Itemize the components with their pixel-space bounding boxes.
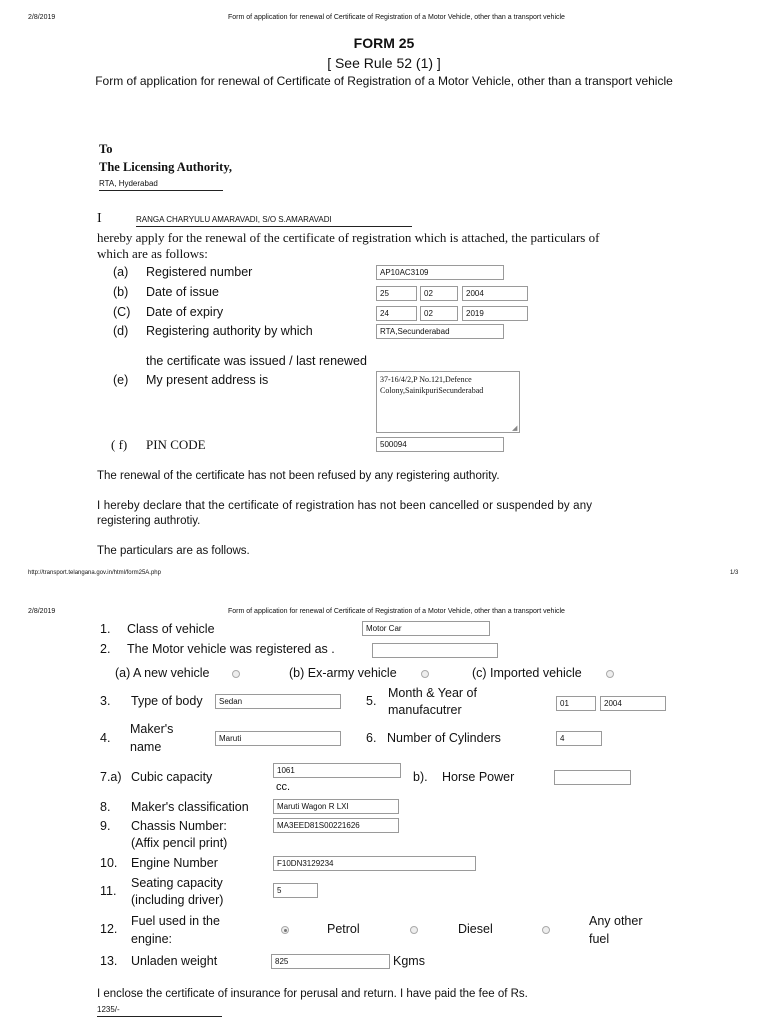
item-12-number: 12.: [100, 922, 118, 936]
item-2-number: 2.: [100, 642, 111, 656]
seating-capacity-input[interactable]: 5: [273, 883, 318, 898]
option-new-vehicle-label: (a) A new vehicle: [115, 666, 210, 680]
chassis-number-label-2: (Affix pencil print): [131, 836, 228, 850]
item-3-number: 3.: [100, 694, 111, 708]
manufacture-year-input[interactable]: 2004: [600, 696, 666, 711]
cylinders-label: Number of Cylinders: [387, 731, 501, 745]
item-c-mark: (C): [113, 305, 131, 319]
body-type-input[interactable]: Sedan: [215, 694, 341, 709]
item-11-number: 11.: [100, 884, 117, 898]
registered-as-input[interactable]: [372, 643, 498, 658]
horse-power-label: Horse Power: [442, 770, 515, 784]
chassis-number-label-1: Chassis Number:: [131, 819, 227, 833]
item-f-mark: ( f): [111, 437, 128, 452]
item-e-mark: (e): [113, 373, 129, 387]
unladen-weight-input[interactable]: 825: [271, 954, 390, 969]
form-subtitle: Form of application for renewal of Certificate of Registration of a Motor Vehicle, other than a transport vehicle: [95, 74, 673, 88]
expiry-day-input[interactable]: 24: [376, 306, 417, 321]
issue-day-input[interactable]: 25: [376, 286, 417, 301]
date-of-issue-label: Date of issue: [146, 285, 219, 299]
date-of-expiry-label: Date of expiry: [146, 305, 224, 319]
cubic-capacity-unit: cc.: [276, 781, 291, 793]
expiry-year-input[interactable]: 2019: [462, 306, 528, 321]
fee-amount: 1235/-: [97, 1005, 222, 1017]
unladen-weight-label: Unladen weight: [131, 954, 218, 968]
maker-name-input[interactable]: Maruti: [215, 731, 341, 746]
resize-handle-icon[interactable]: ◢: [512, 425, 518, 432]
fuel-label-1: Fuel used in the: [131, 914, 220, 928]
item-10-number: 10.: [100, 856, 118, 870]
seating-capacity-label-2: (including driver): [131, 893, 224, 907]
page-number: 1/3: [730, 570, 739, 576]
applicant-name: RANGA CHARYULU AMARAVADI, S/O S.AMARAVADI: [136, 215, 412, 227]
form-title: FORM 25: [353, 35, 415, 51]
fuel-petrol-radio[interactable]: [281, 926, 289, 934]
page-url[interactable]: http://transport.telangana.gov.in/html/form25A.php: [28, 570, 161, 576]
item-d-mark: (d): [113, 324, 129, 338]
item-b-mark: (b): [113, 285, 129, 299]
seating-capacity-label-1: Seating capacity: [131, 876, 223, 890]
particulars-heading: The particulars are as follows.: [97, 545, 250, 557]
option-ex-army-radio[interactable]: [421, 670, 429, 678]
address-textarea[interactable]: 37-16/4/2,P No.121,Defence Colony,SainikpuriSecunderabad: [376, 371, 520, 433]
cylinders-input[interactable]: 4: [556, 731, 602, 746]
item-4-number: 4.: [100, 731, 111, 745]
apply-text-line1: hereby apply for the renewal of the certificate of registration which is attached, the particulars of: [97, 230, 600, 245]
cubic-capacity-input[interactable]: 1061: [273, 763, 401, 778]
registered-number-label: Registered number: [146, 265, 253, 279]
fuel-diesel-radio[interactable]: [410, 926, 418, 934]
registering-authority-label-2: the certificate was issued / last renewed: [146, 354, 367, 368]
horse-power-input[interactable]: [554, 770, 631, 785]
not-refused-statement: The renewal of the certificate has not been refused by any registering authority.: [97, 470, 500, 482]
registered-number-input[interactable]: AP10AC3109: [376, 265, 504, 280]
option-imported-radio[interactable]: [606, 670, 614, 678]
manufacture-date-label-2: manufacutrer: [388, 703, 462, 717]
item-5-number: 5.: [366, 694, 377, 708]
cubic-capacity-label: Cubic capacity: [131, 770, 213, 784]
class-of-vehicle-label: Class of vehicle: [127, 622, 215, 636]
fuel-label-2: engine:: [131, 932, 173, 946]
authority-label: The Licensing Authority,: [99, 160, 233, 174]
pin-code-label: PIN CODE: [146, 437, 206, 452]
item-8-number: 8.: [100, 800, 111, 814]
address-label: My present address is: [146, 373, 269, 387]
fuel-diesel-label: Diesel: [458, 922, 493, 936]
fuel-petrol-label: Petrol: [327, 922, 360, 936]
authority-value: RTA, Hyderabad: [99, 179, 223, 191]
running-title-2: Form of application for renewal of Certificate of Registration of a Motor Vehicle, other than a transport vehicle: [228, 608, 565, 615]
apply-text-line2: which are as follows:: [97, 246, 208, 261]
item-13-number: 13.: [100, 954, 118, 968]
declaration-line1: I hereby declare that the certificate of registration has not been cancelled or suspended by any: [97, 500, 593, 512]
maker-name-label-1: Maker's: [130, 722, 174, 736]
item-1-number: 1.: [100, 622, 111, 636]
item-a-mark: (a): [113, 265, 129, 279]
to-label: To: [99, 142, 113, 156]
fuel-other-label-2: fuel: [589, 932, 610, 946]
option-new-vehicle-radio[interactable]: [232, 670, 240, 678]
maker-name-label-2: name: [130, 740, 162, 754]
item-7a-number: 7.a): [100, 770, 122, 784]
issue-year-input[interactable]: 2004: [462, 286, 528, 301]
item-9-number: 9.: [100, 819, 111, 833]
fuel-other-label-1: Any other: [589, 914, 643, 928]
rule-reference: [ See Rule 52 (1) ]: [327, 55, 441, 71]
option-ex-army-label: (b) Ex-army vehicle: [289, 666, 397, 680]
enclose-statement: I enclose the certificate of insurance for perusal and return. I have paid the fee of Rs.: [97, 988, 528, 1000]
item-7b-number: b).: [413, 770, 428, 784]
item-6-number: 6.: [366, 731, 377, 745]
registering-authority-label: Registering authority by which: [146, 324, 313, 338]
running-title: Form of application for renewal of Certificate of Registration of a Motor Vehicle, other than a transport vehicle: [228, 14, 565, 21]
manufacture-month-input[interactable]: 01: [556, 696, 596, 711]
engine-number-input[interactable]: F10DN3129234: [273, 856, 476, 871]
engine-number-label: Engine Number: [131, 856, 218, 870]
fuel-other-radio[interactable]: [542, 926, 550, 934]
i-label: I: [97, 211, 102, 226]
option-imported-label: (c) Imported vehicle: [472, 666, 582, 680]
manufacture-date-label-1: Month & Year of: [388, 686, 477, 700]
expiry-month-input[interactable]: 02: [420, 306, 458, 321]
pin-code-input[interactable]: 500094: [376, 437, 504, 452]
print-date-2: 2/8/2019: [28, 608, 56, 615]
class-of-vehicle-input[interactable]: Motor Car: [362, 621, 490, 636]
registered-as-label: The Motor vehicle was registered as .: [127, 642, 335, 656]
chassis-number-input[interactable]: MA3EED81S00221626: [273, 818, 399, 833]
maker-classification-label: Maker's classification: [131, 800, 249, 814]
unladen-weight-unit: Kgms: [393, 954, 425, 968]
print-date: 2/8/2019: [28, 14, 56, 21]
declaration-line2: registering authrotiy.: [97, 515, 201, 527]
issue-month-input[interactable]: 02: [420, 286, 458, 301]
registering-authority-input[interactable]: RTA,Secunderabad: [376, 324, 504, 339]
maker-classification-input[interactable]: Maruti Wagon R LXI: [273, 799, 399, 814]
body-type-label: Type of body: [131, 694, 203, 708]
